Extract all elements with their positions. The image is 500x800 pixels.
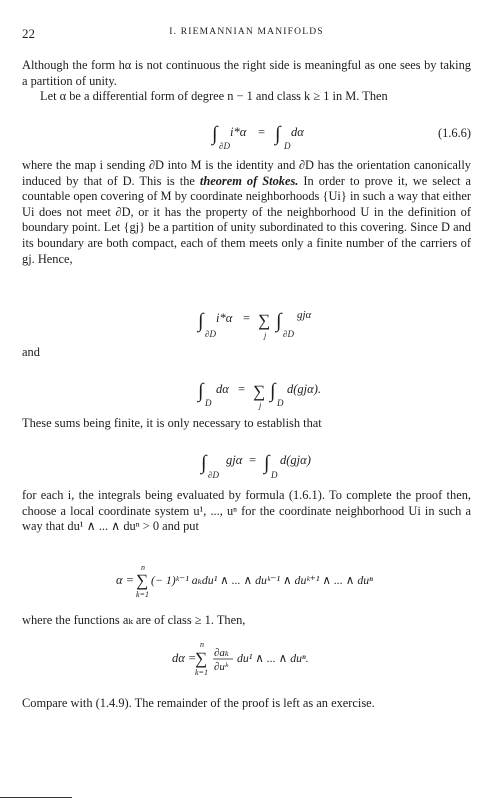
integrand: i*α xyxy=(230,125,247,139)
summation-lower: k=1 xyxy=(195,668,208,677)
integral-sign: ∫ xyxy=(198,380,204,402)
paragraph-sums-finite: These sums being finite, it is only necessary to establish that xyxy=(22,416,322,430)
equation-1-6-6 xyxy=(0,118,500,154)
summation-sign: ∑ xyxy=(253,382,266,401)
integral-sign: ∫ xyxy=(198,310,204,332)
summation-index: j xyxy=(264,331,267,340)
summation-index: j xyxy=(259,401,262,410)
integral-domain: ∂D xyxy=(283,329,294,339)
paragraph-functions-class: where the functions aₖ are of class ≥ 1. Then, xyxy=(22,613,246,627)
equation-body: du¹ ∧ ... ∧ duⁿ. xyxy=(237,651,309,665)
equation-body: (− 1)ᵏ⁻¹ aₖdu¹ ∧ ... ∧ duᵏ⁻¹ ∧ duᵏ⁺¹ ∧ ... ∧ duⁿ xyxy=(151,573,373,587)
equation-alpha xyxy=(0,562,500,598)
fraction-denominator: ∂uᵏ xyxy=(214,661,229,673)
paragraph-partition-of-unity: Although the form hα is not continuous the right side is meaningful as one sees by taking a partition of unity. xyxy=(22,58,471,88)
running-head xyxy=(22,26,471,42)
chapter-title: I. RIEMANNIAN MANIFOLDS xyxy=(169,27,324,37)
paragraph-local-coordinates: for each i, the integrals being evaluated by formula (1.6.1). To complete the proof then, choose a local coordinate system u¹, ..., uⁿ for the coordinate neighborhood Ui in such a way that du¹ ∧ ... ∧ duⁿ > 0 and put xyxy=(22,488,471,534)
equation-lhs: α = xyxy=(116,573,135,587)
equation-d-alpha xyxy=(0,638,500,677)
theorem-name: theorem of Stokes. xyxy=(199,173,299,188)
equals-sign: = xyxy=(258,125,266,139)
summation-sign: ∑ xyxy=(136,571,149,590)
equals-sign: = xyxy=(249,453,257,467)
integrand: d(gjα) xyxy=(280,453,311,467)
integral-domain: ∂D xyxy=(205,329,216,339)
equation-sum-domain xyxy=(0,371,500,410)
text-run: In order to prove it, we select a countable open covering of M by coordinate neighborhoods {Ui} in such a way that either Ui does not meet ∂D, or it has the property of the neighborhood U in the definition of boundary point. Let {gj} be a partition of unity subordinated to this covering. Since D and its boundary are both compact, each of them meets only a finite number of the carriers of gj. Hence, xyxy=(22,173,471,266)
equation-number: (1.6.6) xyxy=(437,126,471,140)
integrand: i*α xyxy=(216,311,233,325)
equals-sign: = xyxy=(243,311,251,325)
integral-sign: ∫ xyxy=(201,452,207,474)
summation-sign: ∑ xyxy=(195,649,208,668)
integral-domain: D xyxy=(284,141,291,151)
integral-domain: D xyxy=(271,470,278,480)
integral-domain: D xyxy=(205,398,212,408)
paragraph-and: and xyxy=(22,345,40,359)
equals-sign: = xyxy=(238,382,246,396)
fraction-numerator: ∂aₖ xyxy=(214,647,229,659)
integrand: d(gjα). xyxy=(287,382,321,396)
integral-sign: ∫ xyxy=(212,123,218,145)
paragraph-compare: Compare with (1.4.9). The remainder of the proof is left as an exercise. xyxy=(22,696,375,710)
integrand: dα xyxy=(216,382,229,396)
equation-sum-boundary xyxy=(0,305,500,341)
integral-sign: ∫ xyxy=(275,123,281,145)
equation-lhs: dα = xyxy=(172,651,197,665)
integral-domain: ∂D xyxy=(208,470,219,480)
integral-sign: ∫ xyxy=(276,310,282,332)
integrand: gjα xyxy=(226,453,243,467)
paragraph-differential-form: Let α be a differential form of degree n − 1 and class k ≥ 1 in M. Then xyxy=(40,89,388,103)
equation-single-term xyxy=(0,443,500,479)
paragraph-stokes-theorem xyxy=(22,158,471,267)
text-run: where the map i sending ∂D into M is the identity and ∂D has the orientation canonically induced by that of D. This is the xyxy=(22,158,471,188)
summation-upper: n xyxy=(200,640,204,649)
summation-upper: n xyxy=(141,563,145,572)
summation-lower: k=1 xyxy=(136,590,149,599)
integral-sign: ∫ xyxy=(270,380,276,402)
footer-rule xyxy=(0,797,72,798)
summation-sign: ∑ xyxy=(258,311,271,330)
integral-sign: ∫ xyxy=(264,452,270,474)
integrand: dα xyxy=(291,125,304,139)
integral-domain: ∂D xyxy=(219,141,230,151)
integrand: gjα xyxy=(297,309,312,321)
integral-domain: D xyxy=(277,398,284,408)
page-number: 22 xyxy=(22,26,35,41)
